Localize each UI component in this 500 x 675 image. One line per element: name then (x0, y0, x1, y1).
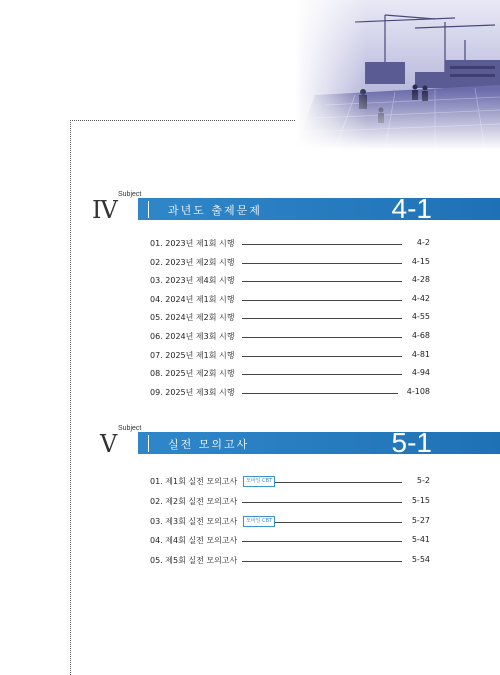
toc-leader-line (242, 356, 402, 357)
toc-entry-label: 01. 제1회 실전 모의고사 (150, 477, 238, 486)
toc-leader-line (242, 318, 402, 319)
toc-entry[interactable] (150, 294, 430, 306)
toc-entry-page: 4-108 (406, 386, 430, 396)
toc-entry[interactable] (150, 535, 430, 547)
toc-entry-page: 4-55 (411, 312, 430, 322)
toc-entry-label: 04. 2024년 제1회 시행 (150, 294, 235, 304)
toc-entry-label: 04. 제4회 실전 모의고사 (150, 536, 238, 546)
toc-entry-label: 08. 2025년 제2회 시행 (150, 369, 235, 379)
toc-entry-label: 02. 제2회 실전 모의고사 (150, 496, 238, 506)
toc-entry[interactable] (150, 496, 430, 508)
section-roman-numeral: IV (92, 196, 117, 224)
toc-entry[interactable] (150, 331, 430, 343)
toc-leader-line (242, 393, 398, 394)
toc-entry-page: 4-2 (416, 238, 430, 247)
section-divider (148, 435, 149, 452)
toc-entry[interactable] (150, 387, 430, 399)
toc-leader-line (242, 502, 402, 503)
toc-entry-label: 06. 2024년 제3회 시행 (150, 332, 235, 341)
toc-entry[interactable] (150, 516, 430, 528)
section-divider (148, 201, 149, 218)
toc-leader-line (275, 522, 402, 523)
section-subject-label: Subject (118, 425, 142, 432)
toc-leader-line (242, 561, 402, 562)
toc-entry-label: 02. 2023년 제2회 시행 (150, 257, 235, 267)
toc-entry[interactable] (150, 368, 430, 380)
toc-entry-page: 5-41 (411, 535, 430, 545)
toc-entry-label: 05. 2024년 제2회 시행 (150, 313, 235, 323)
toc-entry[interactable] (150, 238, 430, 250)
mobile-cbt-badge: 모바일 CBT (243, 476, 275, 487)
section-title: 과년도 출제문제 (168, 204, 262, 217)
toc-entry-page: 4-15 (411, 256, 430, 266)
frame-border-top (70, 120, 295, 121)
section-roman-numeral: V (100, 430, 117, 458)
toc-entry-page: 4-28 (411, 275, 430, 285)
toc-entry-label: 07. 2025년 제1회 시행 (150, 350, 235, 360)
toc-entry[interactable] (150, 350, 430, 362)
toc-entry[interactable] (150, 312, 430, 324)
toc-entry-label: 09. 2025년 제3회 시행 (150, 387, 235, 397)
section-number: 5-1 (391, 427, 432, 458)
toc-entry-label: 05. 제5회 실전 모의고사 (150, 556, 238, 566)
toc-entry-page: 4-42 (411, 293, 430, 303)
toc-entry-label: 01. 2023년 제1회 시행 (150, 239, 235, 248)
toc-entry[interactable] (150, 555, 430, 567)
toc-leader-line (242, 244, 402, 245)
toc-leader-line (275, 482, 402, 483)
section-header-v (70, 425, 500, 458)
toc-entry[interactable] (150, 275, 430, 287)
toc-entry-page: 4-94 (411, 368, 430, 378)
toc-leader-line (242, 281, 402, 282)
toc-entry-page: 5-15 (411, 495, 430, 505)
toc-entry-label: 03. 제3회 실전 모의고사 (150, 516, 238, 526)
section-header-iv (70, 191, 500, 224)
toc-leader-line (242, 300, 402, 301)
toc-leader-line (242, 337, 402, 338)
toc-entry-page: 5-54 (411, 555, 430, 565)
header-photo (295, 0, 500, 150)
toc-leader-line (242, 541, 402, 542)
toc-entry-page: 5-27 (411, 515, 430, 525)
toc-entry-label: 03. 2023년 제4회 시행 (150, 276, 235, 286)
mobile-cbt-badge: 모바일 CBT (243, 516, 275, 527)
section-title: 실전 모의고사 (168, 438, 250, 451)
toc-entry[interactable] (150, 476, 430, 488)
toc-leader-line (242, 374, 402, 375)
toc-entry-page: 4-68 (411, 331, 430, 340)
toc-entry[interactable] (150, 257, 430, 269)
toc-leader-line (242, 263, 402, 264)
section-subject-label: Subject (118, 191, 142, 198)
toc-entry-page: 5-2 (416, 476, 430, 485)
toc-entry-page: 4-81 (411, 349, 430, 359)
section-number: 4-1 (391, 193, 432, 224)
